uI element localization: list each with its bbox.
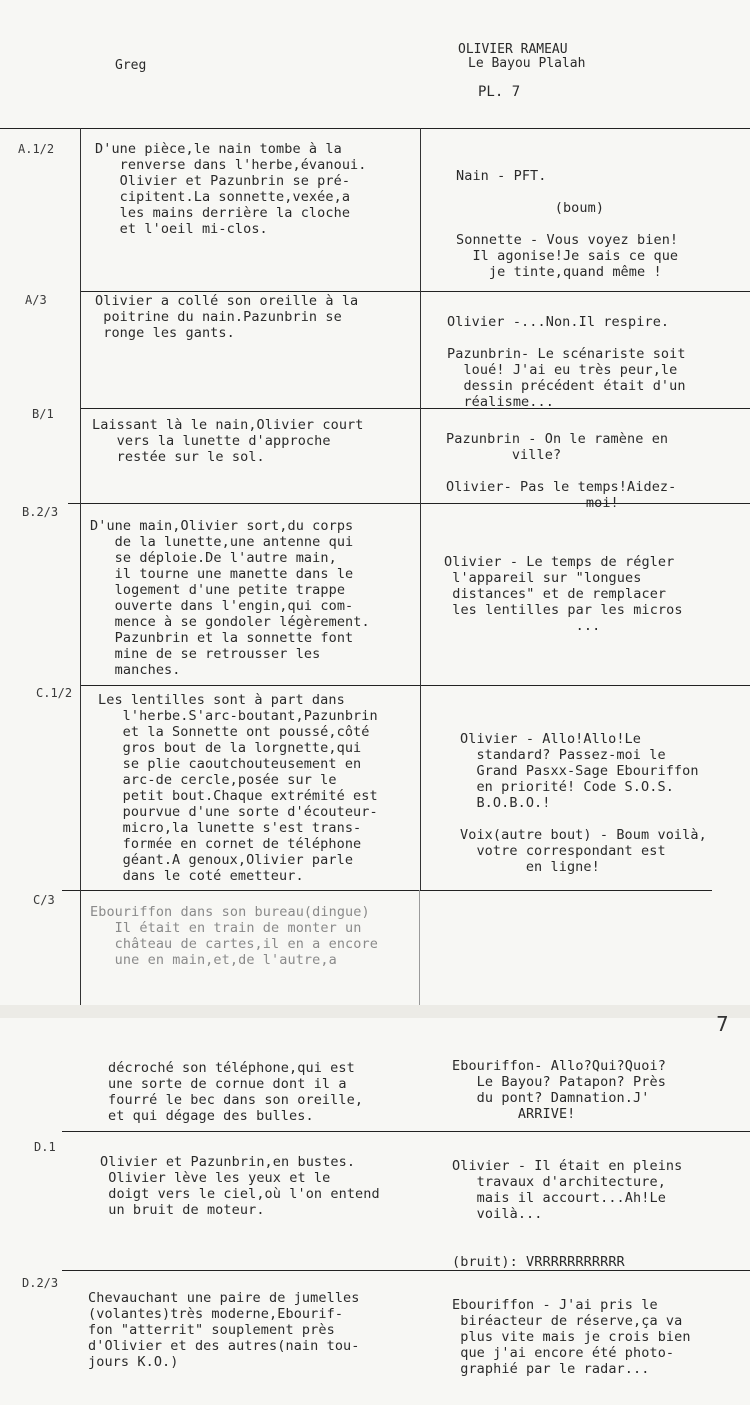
panel-label: B.2/3 — [22, 505, 59, 519]
author-name: Greg — [115, 58, 147, 73]
panel-label: C/3 — [33, 893, 55, 907]
margin-column-line — [80, 128, 81, 1005]
panel-dialogue: Olivier -...Non.Il respire. Pazunbrin- Le scénariste soit loué! J'ai eu très peur,le dessin précédent était d'un réalisme... — [447, 314, 686, 410]
panel-label: A.1/2 — [18, 142, 55, 156]
panel-description: Les lentilles sont à part dans l'herbe.S'arc-boutant,Pazunbrin et la Sonnette ont poussé,côté gros bout de la lorgnette,qui se plie caoutchouteusement en arc-de cercle,posée sur le petit bout.Chaque extrémité est pourvue d'une sorte d'écouteur- micro,la lunette s'est trans- formée en cornet de téléphone géant.A genoux,Olivier parle dans le coté emetteur. — [98, 692, 378, 884]
panel-dialogue: Olivier - Il était en pleins travaux d'architecture, mais il accourt...Ah!Le voilà... (bruit): VRRRRRRRRRRR — [452, 1158, 683, 1270]
panel-dialogue: Olivier - Allo!Allo!Le standard? Passez-moi le Grand Pasxx-Sage Ebouriffon en priorité! Code S.O.S. B.O.B.O.! Voix(autre bout) - Boum voilà, votre correspondant est en ligne! — [460, 731, 707, 875]
panel-label: D.1 — [34, 1140, 56, 1154]
panel-description: Laissant là le nain,Olivier court vers la lunette d'approche restée sur le sol. — [92, 417, 364, 465]
panel-description: Olivier et Pazunbrin,en bustes. Olivier lève les yeux et le doigt vers le ciel,où l'on entend un bruit de moteur. — [100, 1154, 380, 1218]
row-separator — [62, 890, 712, 891]
row-separator — [62, 1131, 750, 1132]
panel-description: D'une pièce,le nain tombe à la renverse dans l'herbe,évanoui. Olivier et Pazunbrin se pré- cipitent.La sonnette,vexée,a les mains derrière la cloche et l'oeil mi-clos. — [95, 141, 367, 237]
panel-label: C.1/2 — [36, 686, 73, 700]
panel-description: Ebouriffon dans son bureau(dingue) Il était en train de monter un château de cartes,il en a encore une en main,et,de l'autre,a — [90, 904, 378, 968]
plate-number: PL. 7 — [478, 84, 521, 100]
row-separator — [80, 685, 750, 686]
panel-description: décroché son téléphone,qui est une sorte de cornue dont il a fourré le bec dans son oreille, et qui dégage des bulles. — [108, 1060, 364, 1124]
series-title: OLIVIER RAMEAU — [458, 42, 568, 57]
row-separator — [80, 291, 750, 292]
dialog-column-line — [419, 890, 420, 1005]
row-separator — [0, 128, 750, 129]
panel-label: B/1 — [32, 407, 54, 421]
panel-label: A/3 — [25, 293, 47, 307]
dialog-column-line — [420, 128, 421, 890]
row-separator — [62, 1270, 750, 1271]
panel-label: D.2/3 — [22, 1276, 59, 1290]
handwritten-page-number: 7 — [716, 1012, 729, 1036]
panel-dialogue: Olivier - Le temps de régler l'appareil sur "longues distances" et de remplacer les lentilles par les micros ... — [444, 554, 683, 634]
panel-description: D'une main,Olivier sort,du corps de la lunette,une antenne qui se déploie.De l'autre main, il tourne une manette dans le logement d'une petite trappe ouverte dans l'engin,qui com- mence à se gondoler légèrement. Pazunbrin et la sonnette font mine de se retrousser les manches. — [90, 518, 370, 678]
album-title: Le Bayou Plalah — [468, 56, 586, 71]
panel-description: Olivier a collé son oreille à la poitrine du nain.Pazunbrin se ronge les gants. — [95, 293, 359, 341]
panel-dialogue: Ebouriffon - J'ai pris le biréacteur de réserve,ça va plus vite mais je crois bien que j'ai encore été photo- graphié par le radar... — [452, 1297, 691, 1377]
panel-dialogue: Nain - PFT. (boum) Sonnette - Vous voyez bien! Il agonise!Je sais ce que je tinte,quand même ! — [456, 168, 679, 280]
panel-dialogue: Pazunbrin - On le ramène en ville? Olivier- Pas le temps!Aidez- moi! — [446, 431, 677, 511]
panel-description: Chevauchant une paire de jumelles (volantes)très moderne,Ebourif- fon "atterrit" souplement près d'Olivier et des autres(nain tou- jours K.O.) — [88, 1290, 360, 1370]
script-sheet-2 — [0, 1012, 750, 1405]
panel-dialogue: Ebouriffon- Allo?Qui?Quoi? Le Bayou? Patapon? Près du pont? Damnation.J' ARRIVE! — [452, 1058, 666, 1122]
